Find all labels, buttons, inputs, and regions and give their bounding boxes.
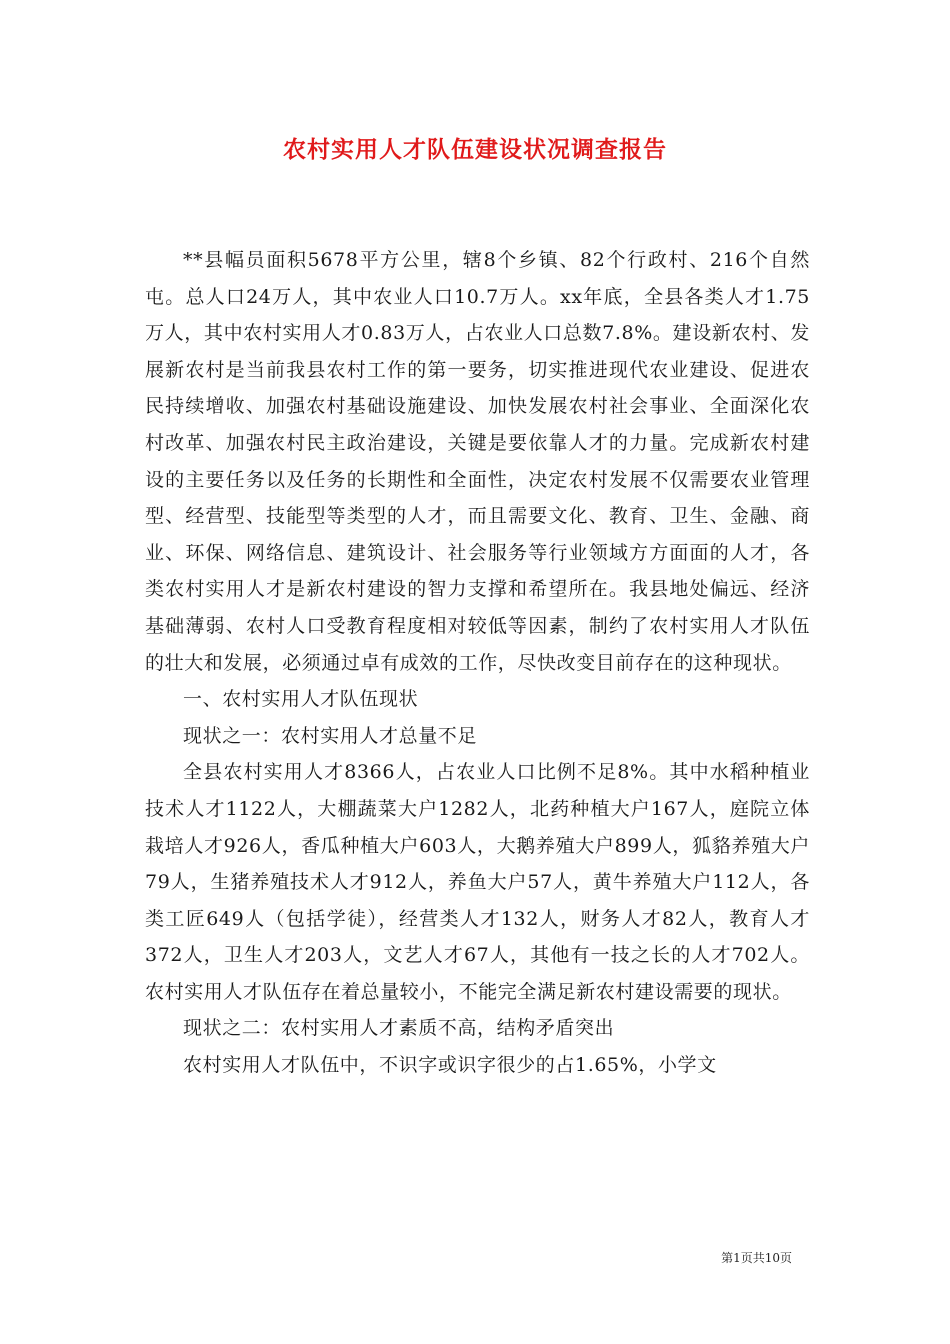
subheading-status-1: 现状之一：农村实用人才总量不足	[183, 724, 478, 747]
page-number: 第1页共10页	[721, 1251, 792, 1265]
document-title: 农村实用人才队伍建设状况调查报告	[283, 136, 667, 163]
section-heading: 一、农村实用人才队伍现状	[183, 688, 419, 711]
paragraph-status-2: 农村实用人才队伍中，不识字或识字很少的占1.65%，小学文	[183, 1054, 717, 1077]
document-body	[145, 242, 810, 1084]
paragraph-intro: **县幅员面积5678平方公里，辖8个乡镇、82个行政村、216个自然屯。总人口24万人，其中农业人口10.7万人。xx年底，全县各类人才1.75万人，其中农村实用人才0.83万人，占农业人口总数7.8%。建设新农村、发展新农村是当前我县农村工作的第一要务，切实推进现代农业建设、促进农民持续增收、加强农村基础设施建设、加快发展农村社会事业、全面深化农村改革、加强农村民主政治建设，关键是要依靠人才的力量。完成新农村建设的主要任务以及任务的长期性和全面性，决定农村发展不仅需要农业管理型、经营型、技能型等类型的人才，而且需要文化、教育、卫生、金融、商业、环保、网络信息、建筑设计、社会服务等行业领域方方面面的人才，各类农村实用人才是新农村建设的智力支撑和希望所在。我县地处偏远、经济基础薄弱、农村人口受教育程度相对较低等因素，制约了农村实用人才队伍的壮大和发展，必须通过卓有成效的工作，尽快改变目前存在的这种现状。	[145, 249, 810, 674]
subheading-status-2: 现状之二：农村实用人才素质不高，结构矛盾突出	[183, 1017, 615, 1040]
paragraph-status-1: 全县农村实用人才8366人，占农业人口比例不足8%。其中水稻种植业技术人才1122人，大棚蔬菜大户1282人，北药种植大户167人，庭院立体栽培人才926人，香瓜种植大户603人，大鹅养殖大户899人，狐貉养殖大户79人，生猪养殖技术人才912人，养鱼大户57人，黄牛养殖大户112人，各类工匠649人（包括学徒），经营类人才132人，财务人才82人，教育人才372人，卫生人才203人，文艺人才67人，其他有一技之长的人才702人。农村实用人才队伍存在着总量较小，不能完全满足新农村建设需要的现状。	[145, 761, 810, 1003]
